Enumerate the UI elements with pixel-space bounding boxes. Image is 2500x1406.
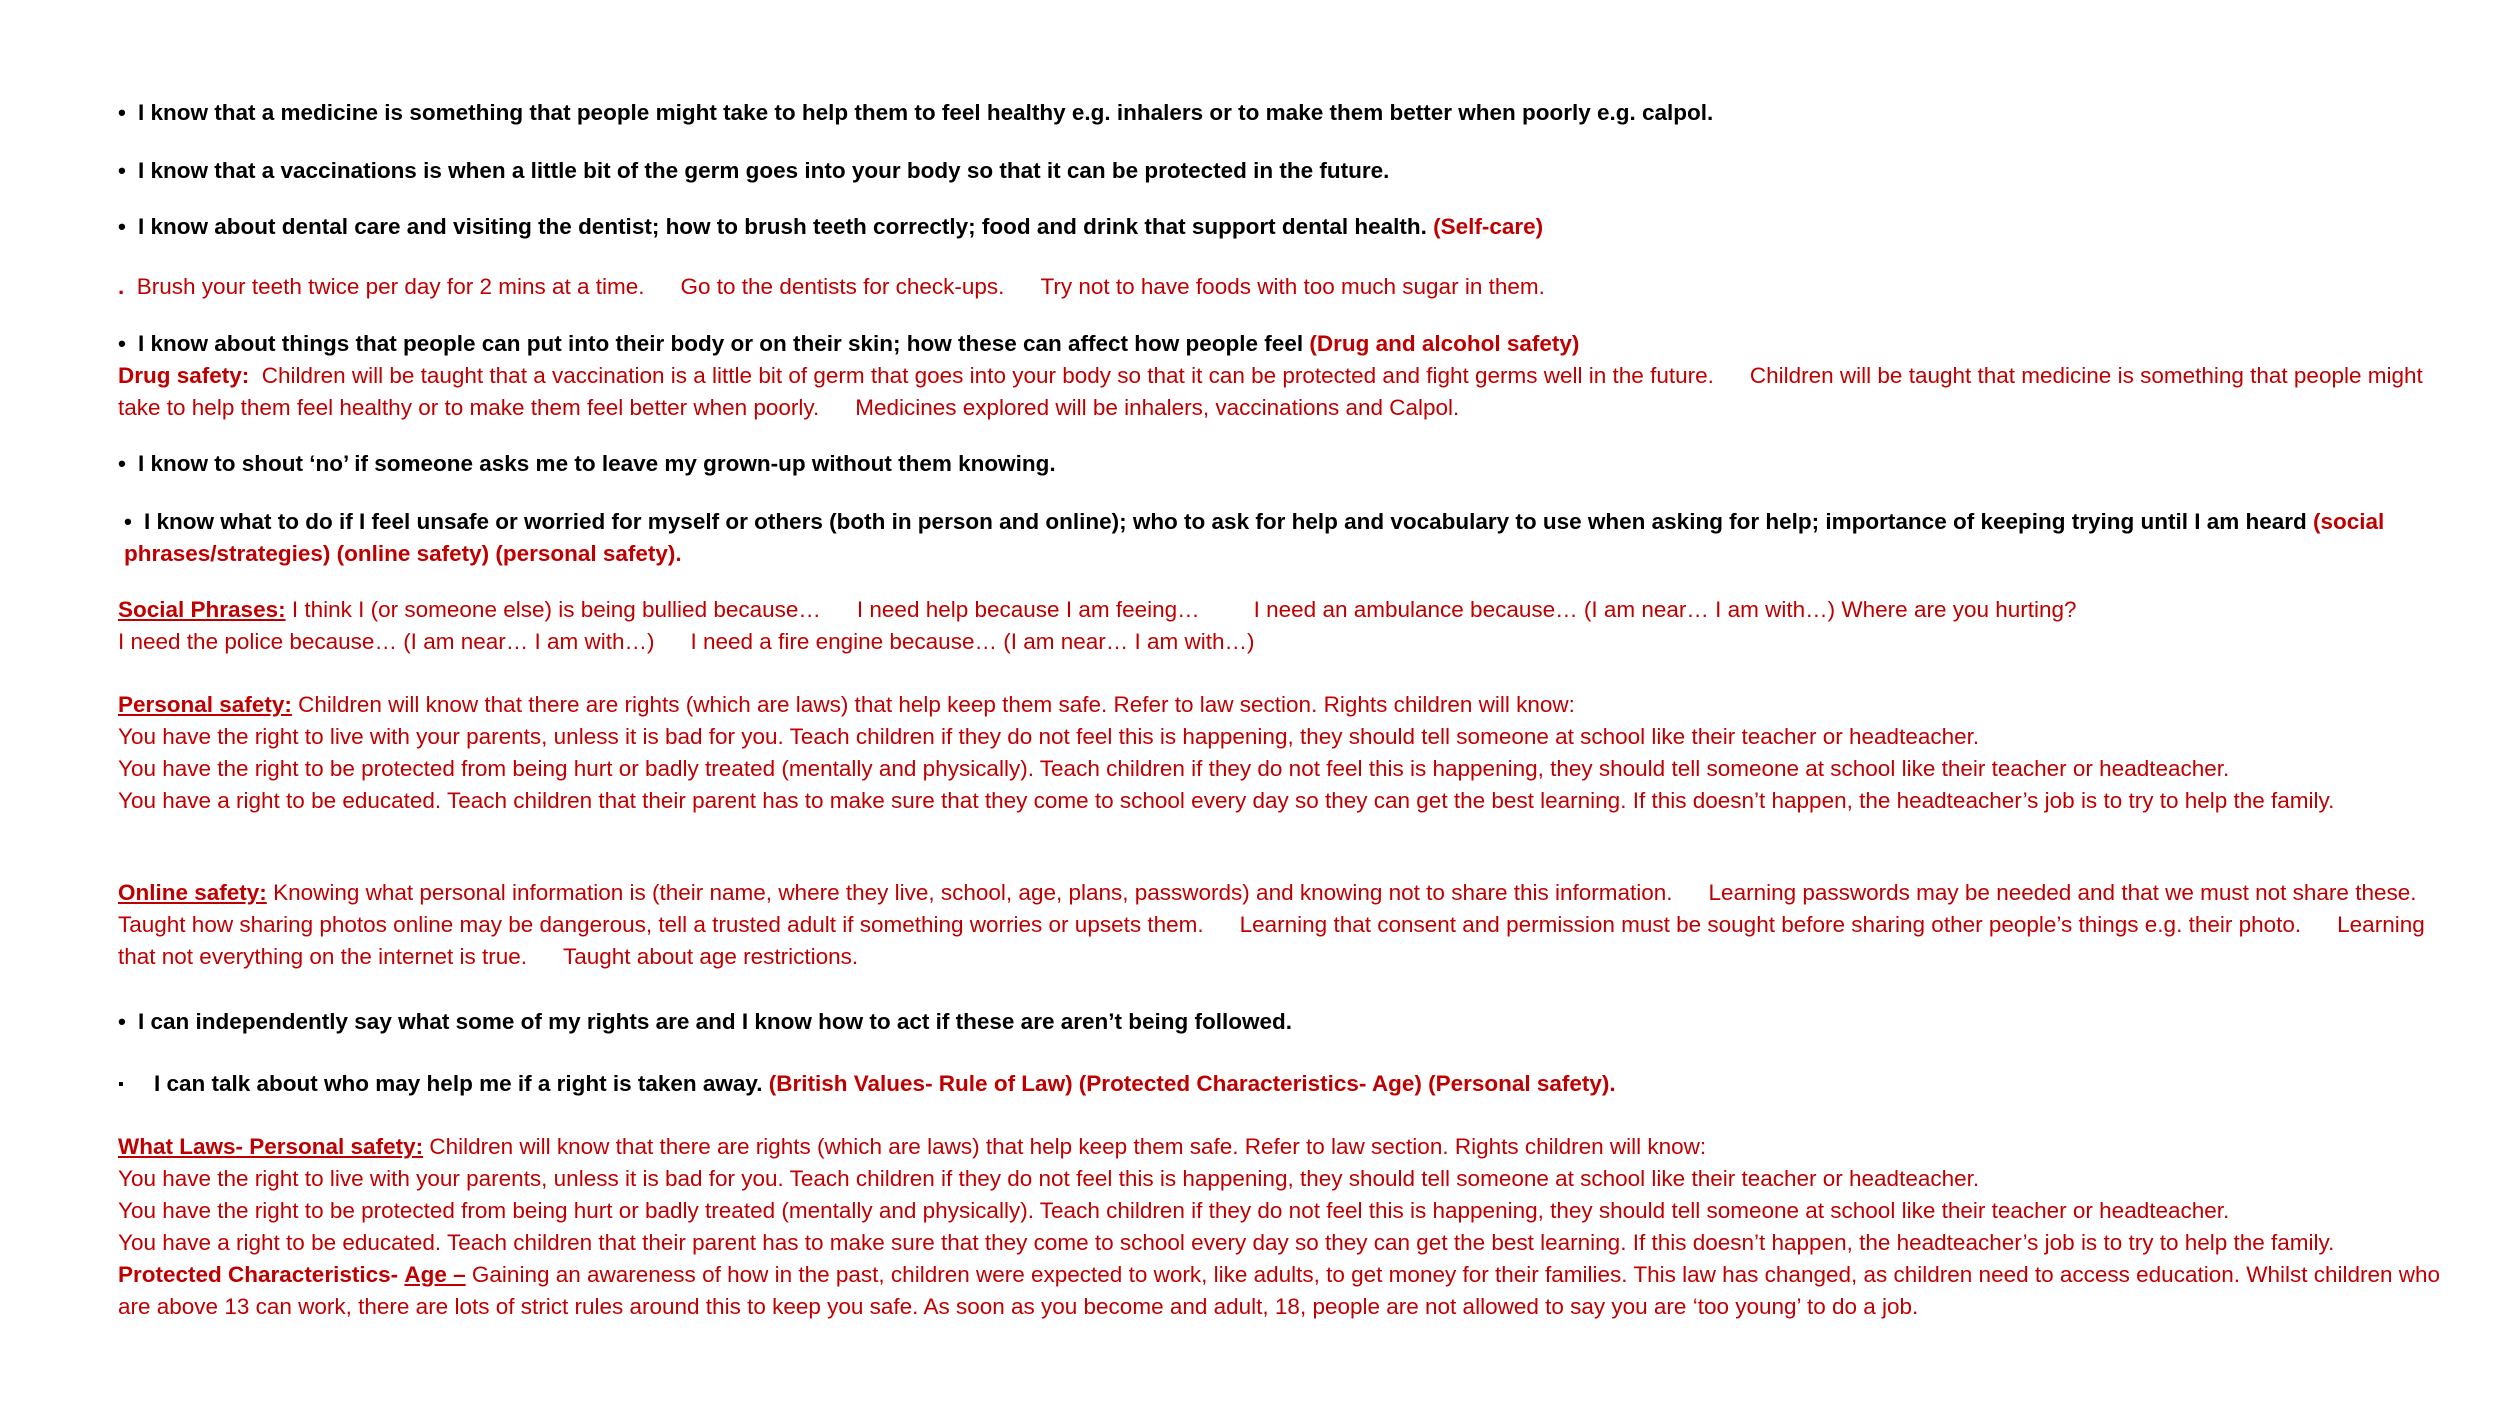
dental-tips bbox=[118, 271, 1545, 303]
online-safety-text: Learning that not everything on the internet is true. bbox=[118, 912, 2425, 969]
what-laws-block bbox=[118, 1131, 2463, 1323]
online-safety-label: Online safety: bbox=[118, 880, 267, 905]
statement-text: I know that a vaccinations is when a little bit of the germ goes into your body so that it can be protected in the future. bbox=[138, 158, 1390, 183]
right-live-with-parents: You have the right to live with your parents, unless it is bad for you. Teach children if they do not feel this is happening, they should tell someone at school like their teacher or headteacher. bbox=[118, 724, 1980, 749]
personal-safety-block bbox=[118, 689, 2463, 817]
phrase-fire-engine: I need a fire engine because… (I am near… I am with…) bbox=[690, 629, 1255, 654]
law-right-live-with-parents: You have the right to live with your parents, unless it is bad for you. Teach children if they do not feel this is happening, they should tell someone at school like their teacher or headteacher. bbox=[118, 1166, 1980, 1191]
online-safety-text: Knowing what personal information is (their name, where they live, school, age, plans, passwords) and knowing not to share this information. bbox=[273, 880, 1673, 905]
tag-drug-alcohol: (Drug and alcohol safety) bbox=[1309, 331, 1580, 356]
statement-vaccinations bbox=[118, 155, 1389, 187]
online-safety-text: Taught about age restrictions. bbox=[563, 944, 859, 969]
drug-safety-text: Medicines explored will be inhalers, vaccinations and Calpol. bbox=[855, 395, 1460, 420]
tip-dentist: Go to the dentists for check-ups. bbox=[680, 274, 1005, 299]
age-label: Age – bbox=[404, 1262, 466, 1287]
bullet: • bbox=[118, 1009, 126, 1034]
online-safety-text: Learning passwords may be needed and that we must not share these. bbox=[1708, 880, 2417, 905]
bullet: • bbox=[118, 158, 126, 183]
right-educated: You have a right to be educated. Teach children that their parent has to make sure that they come to school every day so they can get the best learning. If this doesn’t happen, the headteacher’s job is to try to help the family. bbox=[118, 788, 2335, 813]
square-bullet: ▪ bbox=[118, 1076, 124, 1093]
statement-rights bbox=[118, 1006, 1292, 1038]
tip-sugar: Try not to have foods with too much sugar in them. bbox=[1040, 274, 1545, 299]
law-right-educated: You have a right to be educated. Teach children that their parent has to make sure that they come to school every day so they can get the best learning. If this doesn’t happen, the headteacher’s job is to try to help the family. bbox=[118, 1230, 2335, 1255]
bullet: • bbox=[124, 509, 132, 534]
online-safety-block bbox=[118, 877, 2463, 973]
statement-who-helps bbox=[118, 1068, 1616, 1101]
law-right-protected: You have the right to be protected from being hurt or badly treated (mentally and physically). Teach children if they do not feel this is happening, they should tell someone at school like their teacher or headteacher. bbox=[118, 1198, 2230, 1223]
statement-text: I know what to do if I feel unsafe or worried for myself or others (both in person and online); who to ask for help and vocabulary to use when asking for help; importance of keeping trying until I am heard bbox=[144, 509, 2307, 534]
statement-shout-no bbox=[118, 448, 1056, 480]
personal-safety-intro: Children will know that there are rights (which are laws) that help keep them safe. Refer to law section. Rights children will know: bbox=[298, 692, 1575, 717]
bullet: • bbox=[118, 331, 126, 356]
social-phrases-line-2 bbox=[118, 626, 1255, 658]
tip-brush: Brush your teeth twice per day for 2 mins at a time. bbox=[136, 274, 645, 299]
dot-marker: . bbox=[118, 274, 125, 299]
phrase-bullied: I think I (or someone else) is being bullied because… bbox=[291, 597, 821, 622]
statement-text: I know about dental care and visiting the dentist; how to brush teeth correctly; food and drink that support dental health. bbox=[138, 214, 1427, 239]
personal-safety-label: Personal safety: bbox=[118, 692, 292, 717]
online-safety-text: Taught how sharing photos online may be dangerous, tell a trusted adult if something worries or upsets them. bbox=[118, 912, 1204, 937]
bullet: • bbox=[118, 214, 126, 239]
social-phrases-line-1 bbox=[118, 594, 2077, 626]
tag-values: (British Values- Rule of Law) (Protected Characteristics- Age) (Personal safety). bbox=[768, 1071, 1616, 1096]
phrase-ambulance: I need an ambulance because… (I am near… I am with…) Where are you hurting? bbox=[1253, 597, 2077, 622]
protected-characteristics-label: Protected Characteristics- bbox=[118, 1262, 399, 1287]
bullet: • bbox=[118, 100, 126, 125]
protected-characteristics bbox=[118, 1259, 2463, 1323]
protected-characteristics-text: Gaining an awareness of how in the past, children were expected to work, like adults, to get money for their families. This law has changed, as children need to access education. Whilst children who are above 13 can work, there are lots of strict rules around this to keep you safe. As soon as you become and adult, 18, people are not allowed to say you are ‘too young’ to do a job. bbox=[118, 1262, 2441, 1319]
drug-safety-text: Children will be taught that a vaccination is a little bit of germ that goes into your body so that it can be protected and fight germs well in the future. bbox=[261, 363, 1714, 388]
tag-self-care: (Self-care) bbox=[1433, 214, 1544, 239]
statement-feel-unsafe bbox=[124, 506, 2469, 570]
right-protected: You have the right to be protected from being hurt or badly treated (mentally and physically). Teach children if they do not feel this is happening, they should tell someone at school like their teacher or headteacher. bbox=[118, 756, 2230, 781]
bullet: • bbox=[118, 451, 126, 476]
phrase-help: I need help because I am feeing… bbox=[856, 597, 1200, 622]
what-laws-intro: Children will know that there are rights (which are laws) that help keep them safe. Refer to law section. Rights children will know: bbox=[429, 1134, 1707, 1159]
statement-text: I can talk about who may help me if a right is taken away. bbox=[154, 1071, 763, 1096]
statement-body-skin bbox=[118, 328, 1579, 360]
drug-safety-text: Children will be taught that medicine is something that people might take to help them feel healthy or to make them feel better when poorly. bbox=[118, 363, 2423, 420]
statement-medicine bbox=[118, 97, 1713, 129]
social-phrases-label: Social Phrases: bbox=[118, 597, 286, 622]
online-safety-text: Learning that consent and permission must be sought before sharing other people’s things e.g. their photo. bbox=[1239, 912, 2302, 937]
what-laws-label: What Laws- Personal safety: bbox=[118, 1134, 424, 1159]
statement-text: I know that a medicine is something that people might take to help them to feel healthy e.g. inhalers or to make them better when poorly e.g. calpol. bbox=[138, 100, 1714, 125]
statement-dental-care bbox=[118, 211, 1543, 243]
drug-safety-label: Drug safety: bbox=[118, 363, 250, 388]
statement-text: I know to shout ‘no’ if someone asks me to leave my grown-up without them knowing. bbox=[138, 451, 1056, 476]
tag-safety: (social phrases/strategies) (online safety) (personal safety). bbox=[124, 509, 2385, 566]
phrase-police: I need the police because… (I am near… I am with…) bbox=[118, 629, 655, 654]
statement-text: I know about things that people can put into their body or on their skin; how these can affect how people feel bbox=[138, 331, 1304, 356]
drug-safety-block bbox=[118, 360, 2463, 424]
statement-text: I can independently say what some of my rights are and I know how to act if these are aren’t being followed. bbox=[138, 1009, 1292, 1034]
